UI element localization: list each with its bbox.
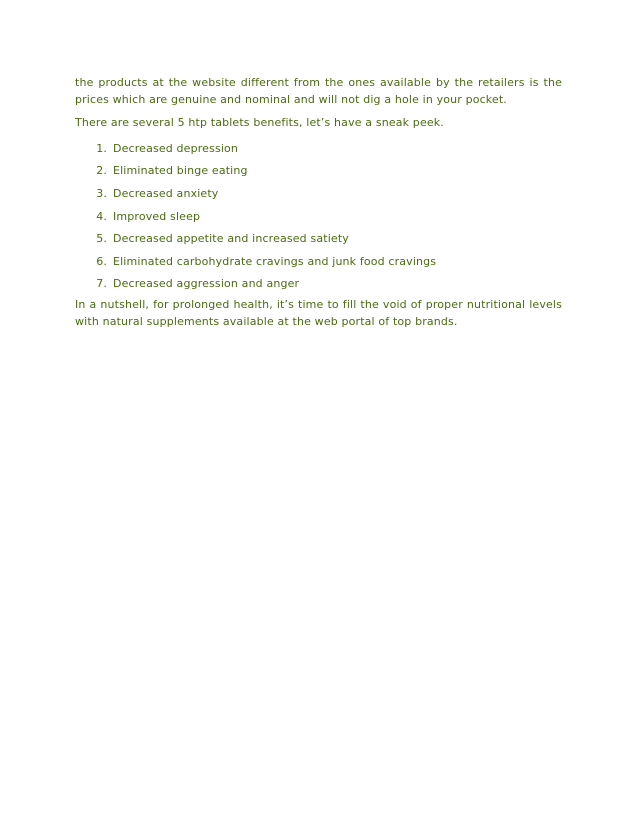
lead-in-paragraph: There are several 5 htp tablets benefits, let’s have a sneak peek.	[75, 116, 444, 129]
list-item-text: Improved sleep	[113, 209, 201, 223]
list-number: 5.	[96, 232, 107, 246]
list-number: 2.	[96, 164, 107, 178]
list-number: 7.	[96, 277, 107, 291]
list-item	[75, 160, 562, 183]
list-item	[75, 137, 562, 160]
list-item-text: Decreased anxiety	[113, 186, 219, 200]
list-number: 1.	[96, 141, 107, 155]
list-number: 6.	[96, 254, 107, 268]
list-number: 3.	[96, 186, 107, 200]
benefits-list	[75, 137, 562, 295]
closing-paragraph: In a nutshell, for prolonged health, it’s time to fill the void of proper nutritional levels with natural supplements available at the web portal of top brands.	[75, 298, 562, 329]
list-item	[75, 182, 562, 205]
list-item-text: Decreased aggression and anger	[113, 277, 300, 291]
list-item	[75, 205, 562, 228]
list-item	[75, 227, 562, 250]
list-item-text: Decreased depression	[113, 141, 239, 155]
list-number: 4.	[96, 209, 107, 223]
list-item-text: Eliminated binge eating	[113, 164, 248, 178]
list-item-text: Decreased appetite and increased satiety	[113, 232, 349, 246]
list-item-text: Eliminated carbohydrate cravings and junk food cravings	[113, 254, 437, 268]
list-item	[75, 250, 562, 273]
intro-paragraph: the products at the website different from the ones available by the retailers is the prices which are genuine and nominal and will not dig a hole in your pocket.	[75, 76, 562, 106]
list-item	[75, 273, 562, 296]
